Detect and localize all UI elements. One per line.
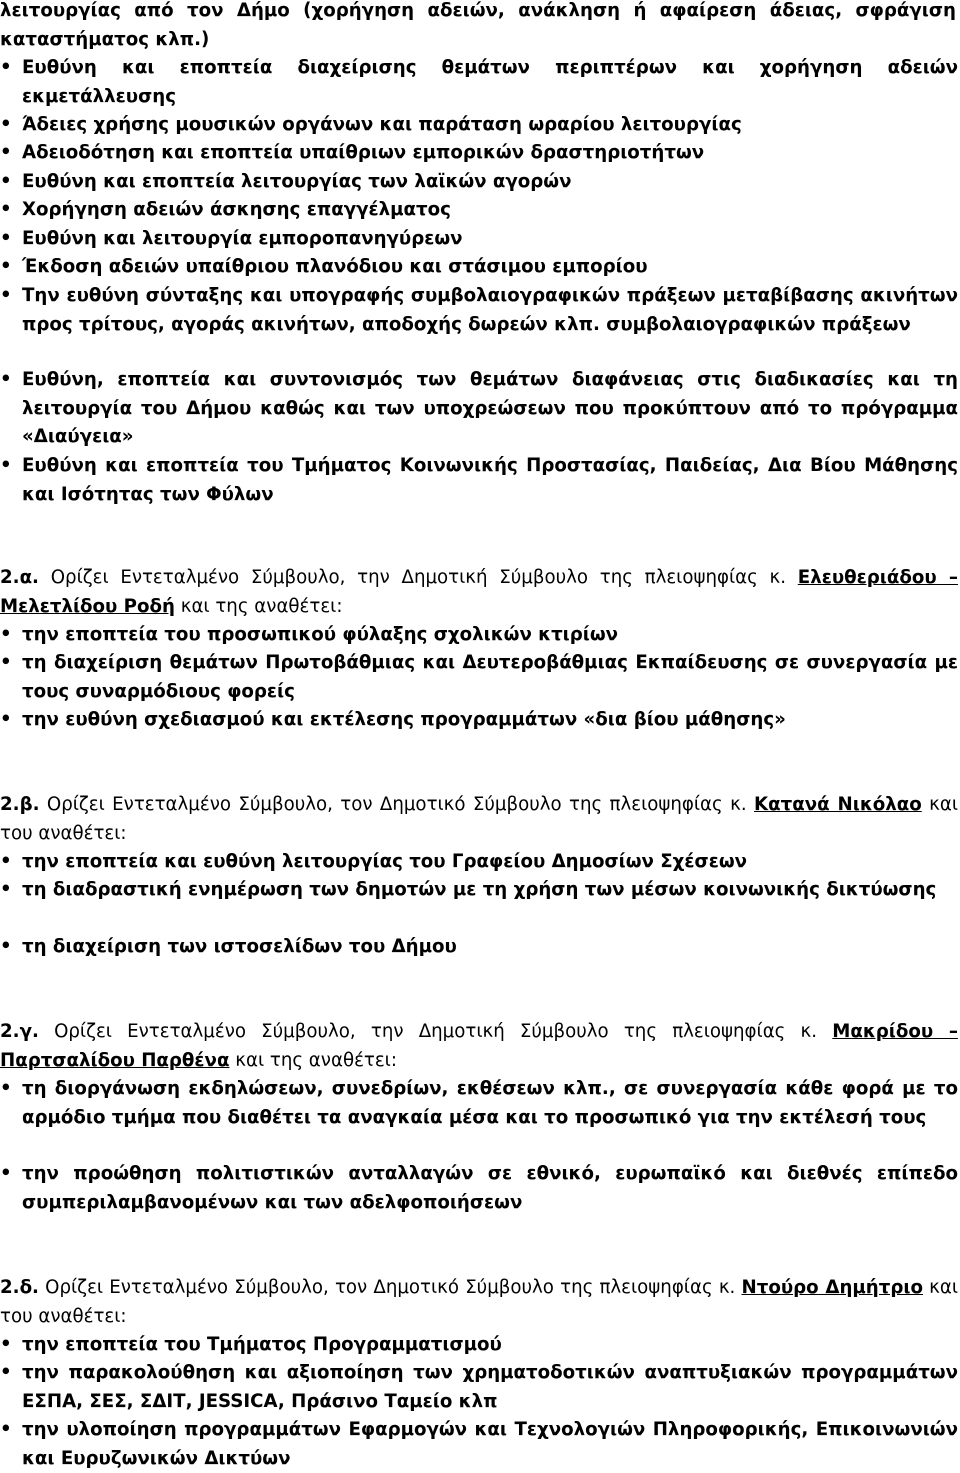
bullet-icon: • <box>0 256 12 277</box>
list-item <box>0 649 958 706</box>
list-item <box>0 139 958 168</box>
list-item <box>0 54 958 111</box>
section-outro: και του αναθέτει: <box>0 794 958 844</box>
councillor-name: Μακρίδου – Παρτσαλίδου Παρθένα <box>0 1021 958 1071</box>
bullet-icon: • <box>0 1419 12 1440</box>
list-item <box>0 1331 958 1360</box>
bullet-icon: • <box>0 1078 12 1099</box>
bullet-icon: • <box>0 1163 12 1184</box>
list-item <box>0 1075 958 1132</box>
list-item-text: Ευθύνη και λειτουργία εμποροπανηγύρεων <box>22 228 463 249</box>
bullet-icon: • <box>0 228 12 249</box>
top-bullet-list <box>0 54 958 514</box>
bullet-icon: • <box>0 709 12 730</box>
bullet-icon: • <box>0 199 12 220</box>
list-item <box>0 253 958 282</box>
section-outro: και της αναθέτει: <box>174 595 343 617</box>
continuation-paragraph: λειτουργίας από τον Δήμο (χορήγηση αδειών, ανάκληση ή αφαίρεση άδειας, σφράγιση καταστήματος κλπ.) <box>0 0 956 50</box>
bullet-icon: • <box>0 455 12 476</box>
bullet-icon: • <box>0 114 12 135</box>
list-item <box>0 168 958 197</box>
list-item-text: την προώθηση πολιτιστικών ανταλλαγών σε εθνικό, ευρωπαϊκό και διεθνές επίπεδο συμπεριλαμβανομένων και των αδελφοποιήσεων <box>22 1163 958 1213</box>
list-item-text: την υλοποίηση προγραμμάτων Εφαρμογών και Τεχνολογιών Πληροφορικής, Επικοινωνιών και Ευρυζωνικών Δικτύων <box>22 1419 958 1469</box>
bullet-icon: • <box>0 624 12 645</box>
section-heading <box>0 1274 958 1331</box>
bullet-icon: • <box>0 1334 12 1355</box>
bullet-icon: • <box>0 652 12 673</box>
section-number: 2.δ. <box>0 1277 39 1298</box>
list-item-text: Έκδοση αδειών υπαίθριου πλανόδιου και στάσιμου εμπορίου <box>22 256 648 277</box>
list-item-text: Άδειες χρήσης μουσικών οργάνων και παράταση ωραρίου λειτουργίας <box>22 114 742 135</box>
list-item <box>0 706 958 735</box>
section-heading <box>0 564 958 621</box>
list-item <box>0 848 958 877</box>
list-item <box>0 1416 958 1473</box>
councillor-name: Ελευθεριάδου – Μελετλίδου Ροδή <box>0 567 958 617</box>
list-item <box>0 111 958 140</box>
section-2d <box>0 1274 958 1471</box>
list-item-text: Χορήγηση αδειών άσκησης επαγγέλματος <box>22 199 451 220</box>
list-item-text: την εποπτεία του Τμήματος Προγραμματισμού <box>22 1334 502 1355</box>
bullet-icon: • <box>0 936 12 957</box>
list-item <box>0 621 958 650</box>
section-2c <box>0 1018 958 1228</box>
list-item <box>0 876 958 905</box>
councillor-name: Ντούρο Δημήτριο <box>741 1277 923 1298</box>
section-heading <box>0 1018 958 1075</box>
section-heading <box>0 791 958 848</box>
bullet-icon: • <box>0 142 12 163</box>
bullet-icon: • <box>0 1362 12 1383</box>
list-item <box>0 1160 958 1217</box>
section-number: 2.β. <box>0 794 40 815</box>
bullet-icon: • <box>0 851 12 872</box>
section-intro: Ορίζει Εντεταλμένο Σύμβουλο, τον Δημοτικό Σύμβουλο της πλειοψηφίας κ. <box>38 1277 742 1298</box>
list-item <box>0 196 958 225</box>
list-item-text: Αδειοδότηση και εποπτεία υπαίθριων εμπορικών δραστηριοτήτων <box>22 142 705 163</box>
section-number: 2.γ. <box>0 1021 39 1042</box>
list-item-text: τη διοργάνωση εκδηλώσεων, συνεδρίων, εκθέσεων κλπ., σε συνεργασία κάθε φορά με το αρμόδιο τμήμα που διαθέτει τα αναγκαία μέσα και το προσωπικό για την εκτέλεσή τους <box>22 1078 958 1128</box>
list-item <box>0 366 958 452</box>
list-item <box>0 933 958 962</box>
list-item-text: Την ευθύνη σύνταξης και υπογραφής συμβολαιογραφικών πράξεων μεταβίβασης ακινήτων προς τρίτους, αγοράς ακινήτων, αποδοχής δωρεών κλπ. συμβολαιογραφικών πράξεων <box>22 285 958 335</box>
list-item-text: Ευθύνη και εποπτεία διαχείρισης θεμάτων περιπτέρων και χορήγηση αδειών εκμετάλλευσης <box>22 57 958 107</box>
list-item <box>0 452 958 509</box>
bullet-icon: • <box>0 879 12 900</box>
list-item-text: τη διαχείριση θεμάτων Πρωτοβάθμιας και Δευτεροβάθμιας Εκπαίδευσης σε συνεργασία με τους συναρμόδιους φορείς <box>22 652 958 702</box>
list-item-text: Ευθύνη, εποπτεία και συντονισμός των θεμάτων διαφάνειας στις διαδικασίες και τη λειτουργία του Δήμου καθώς και των υποχρεώσεων που προκύπτουν από το πρόγραμμα «Διαύγεια» <box>22 369 958 447</box>
section-outro: και της αναθέτει: <box>229 1049 397 1071</box>
section-number: 2.α. <box>0 567 39 588</box>
list-item-text: την εποπτεία και ευθύνη λειτουργίας του Γραφείου Δημοσίων Σχέσεων <box>22 851 748 872</box>
section-intro: Ορίζει Εντεταλμένο Σύμβουλο, την Δημοτική Σύμβουλο της πλειοψηφίας κ. <box>38 1021 833 1042</box>
section-2b <box>0 791 958 971</box>
section-intro: Ορίζει Εντεταλμένο Σύμβουλο, τον Δημοτικό Σύμβουλο της πλειοψηφίας κ. <box>39 794 754 815</box>
list-item-text: την εποπτεία του προσωπικού φύλαξης σχολικών κτιρίων <box>22 624 619 645</box>
bullet-icon: • <box>0 171 12 192</box>
list-item-text: τη διαδραστική ενημέρωση των δημοτών με τη χρήση των μέσων κοινωνικής δικτύωσης <box>22 879 937 900</box>
list-item-text: την ευθύνη σχεδιασμού και εκτέλεσης προγραμμάτων «δια βίου μάθησης» <box>22 709 786 730</box>
list-item-text: Ευθύνη και εποπτεία του Τμήματος Κοινωνικής Προστασίας, Παιδείας, Δια Βίου Μάθησης και Ισότητας των Φύλων <box>22 455 958 505</box>
list-item <box>0 1359 958 1416</box>
list-item <box>0 282 958 339</box>
list-item <box>0 225 958 254</box>
bullet-icon: • <box>0 285 12 306</box>
list-item-text: τη διαχείριση των ιστοσελίδων του Δήμου <box>22 936 457 957</box>
bullet-icon: • <box>0 369 12 390</box>
list-item-text: την παρακολούθηση και αξιοποίηση των χρηματοδοτικών αναπτυξιακών προγραμμάτων ΕΣΠΑ, ΣΕΣ, ΣΔΙΤ, JESSICA, Πράσινο Ταμείο κλπ <box>22 1362 958 1412</box>
councillor-name: Κατανά Νικόλαο <box>754 794 922 815</box>
section-2a <box>0 564 958 744</box>
bullet-icon: • <box>0 57 12 78</box>
section-intro: Ορίζει Εντεταλμένο Σύμβουλο, την Δημοτική Σύμβουλο της πλειοψηφίας κ. <box>38 567 798 588</box>
list-item-text: Ευθύνη και εποπτεία λειτουργίας των λαϊκών αγορών <box>22 171 572 192</box>
section-outro: και του αναθέτει: <box>0 1277 959 1327</box>
